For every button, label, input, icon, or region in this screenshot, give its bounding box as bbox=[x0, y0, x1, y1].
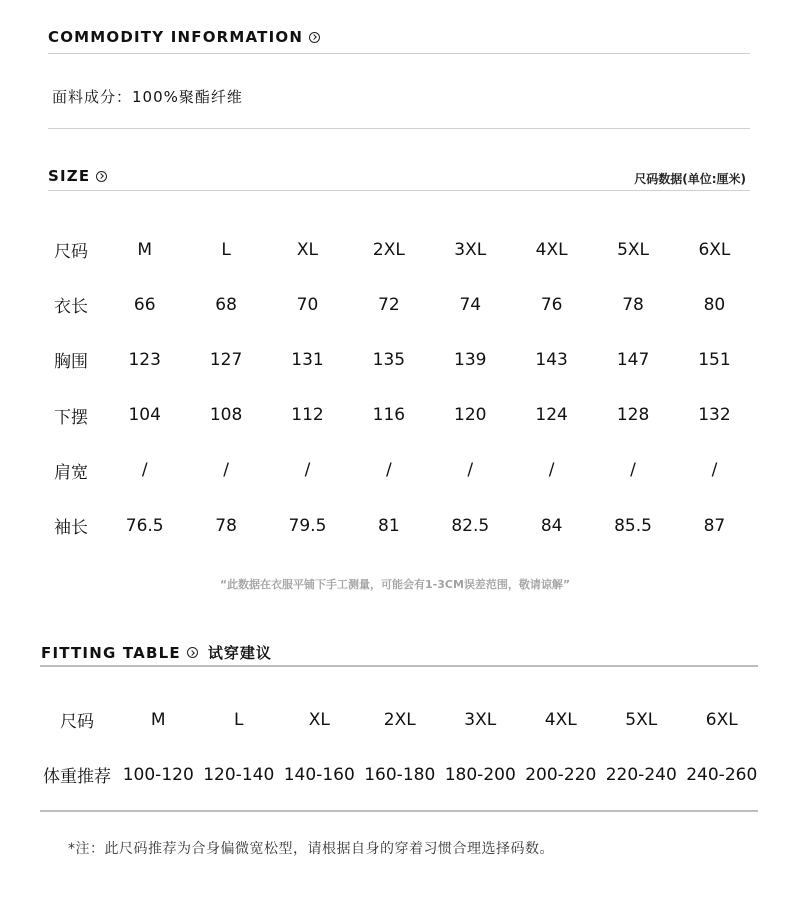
fitting-size-cell: 4XL bbox=[544, 709, 577, 730]
fitting-size-cell: 5XL bbox=[625, 709, 658, 730]
size-table bbox=[48, 222, 755, 553]
table-cell: 85.5 bbox=[614, 515, 652, 536]
size-heading bbox=[48, 167, 107, 185]
size-header-cell: 3XL bbox=[454, 239, 487, 260]
size-header-cell: 6XL bbox=[698, 239, 731, 260]
fitting-header-row bbox=[36, 692, 762, 747]
table-cell: / bbox=[467, 460, 474, 481]
table-cell: 132 bbox=[698, 405, 731, 426]
table-cell: 124 bbox=[535, 405, 568, 426]
commodity-heading bbox=[48, 28, 320, 46]
table-cell: 143 bbox=[535, 349, 568, 370]
table-cell: 72 bbox=[378, 294, 400, 315]
table-cell: 87 bbox=[703, 515, 726, 536]
fitting-size-cell: 2XL bbox=[383, 709, 416, 730]
weight-cell: 220-240 bbox=[605, 764, 677, 785]
table-cell: 74 bbox=[459, 294, 482, 315]
table-cell: 147 bbox=[616, 349, 650, 370]
size-header-cell: L bbox=[221, 239, 231, 260]
table-cell: 82.5 bbox=[451, 515, 490, 536]
table-cell: 76.5 bbox=[125, 515, 164, 536]
unit-note: 尺码数据(单位:厘米) bbox=[634, 172, 746, 186]
table-cell: 120 bbox=[454, 405, 487, 426]
table-cell: 127 bbox=[209, 349, 243, 370]
size-header-row bbox=[48, 222, 755, 277]
size-header-cell: 2XL bbox=[372, 239, 405, 260]
divider bbox=[40, 810, 758, 812]
table-cell: 128 bbox=[616, 405, 650, 426]
table-cell: 78 bbox=[622, 294, 644, 315]
fitting-size-cell: L bbox=[234, 709, 244, 730]
weight-cell: 160-180 bbox=[364, 764, 436, 785]
table-cell: 123 bbox=[128, 349, 161, 370]
table-cell: 80 bbox=[703, 294, 726, 315]
fitting-size-cell: M bbox=[150, 709, 166, 730]
table-row bbox=[48, 388, 755, 443]
table-cell: / bbox=[141, 460, 148, 481]
table-cell: 78 bbox=[215, 515, 237, 536]
weight-cell: 200-220 bbox=[525, 764, 597, 785]
fitting-size-cell: XL bbox=[308, 709, 330, 730]
row-label: 下摆 bbox=[54, 407, 88, 428]
table-cell: 81 bbox=[378, 515, 400, 536]
fitting-table bbox=[36, 692, 762, 802]
table-cell: 108 bbox=[209, 405, 243, 426]
weight-cell: 100-120 bbox=[122, 764, 194, 785]
fitting-header-label: 尺码 bbox=[60, 712, 94, 732]
table-cell: 79.5 bbox=[288, 515, 327, 536]
chevron-circle-icon bbox=[187, 647, 198, 658]
table-cell: / bbox=[630, 460, 636, 481]
commodity-heading-text: COMMODITY INFORMATION bbox=[48, 28, 304, 46]
fitting-heading bbox=[41, 642, 272, 663]
table-cell: / bbox=[386, 460, 392, 481]
table-cell: 135 bbox=[372, 349, 406, 370]
table-cell: 139 bbox=[454, 349, 487, 370]
table-cell: 112 bbox=[291, 405, 324, 426]
measurement-note: “此数据在衣服平铺下手工测量，可能会有1-3CM误差范围，敬请谅解” bbox=[219, 578, 571, 591]
row-label: 袖长 bbox=[54, 518, 88, 539]
table-cell: / bbox=[711, 460, 718, 481]
table-cell: / bbox=[304, 460, 311, 481]
size-header-cell: M bbox=[137, 239, 153, 260]
table-cell: / bbox=[223, 460, 229, 481]
weight-cell: 120-140 bbox=[203, 764, 275, 785]
divider bbox=[40, 665, 758, 667]
fitting-heading-cn: 试穿建议 bbox=[207, 644, 272, 662]
table-cell: 66 bbox=[133, 294, 156, 315]
fitting-size-cell: 3XL bbox=[464, 709, 497, 730]
table-cell: 68 bbox=[215, 294, 237, 315]
table-row bbox=[48, 443, 755, 498]
table-row bbox=[48, 498, 755, 553]
fabric-composition: 面料成分：100%聚酯纤维 bbox=[52, 88, 243, 106]
table-cell: 84 bbox=[540, 515, 563, 536]
table-cell: 151 bbox=[698, 349, 731, 370]
size-header-cell: 5XL bbox=[617, 239, 649, 260]
size-header-cell: 4XL bbox=[535, 239, 568, 260]
table-row bbox=[48, 332, 755, 387]
size-header-cell: XL bbox=[296, 239, 319, 260]
table-cell: 104 bbox=[128, 405, 161, 426]
row-label: 肩宽 bbox=[54, 462, 88, 483]
table-row bbox=[48, 277, 755, 332]
table-cell: 76 bbox=[540, 294, 563, 315]
row-label: 胸围 bbox=[54, 352, 88, 373]
table-cell: / bbox=[548, 460, 555, 481]
divider bbox=[48, 53, 750, 54]
weight-row bbox=[36, 747, 762, 802]
table-cell: 116 bbox=[372, 405, 406, 426]
size-header-label: 尺码 bbox=[54, 242, 88, 263]
weight-label: 体重推荐 bbox=[43, 767, 111, 787]
chevron-circle-icon bbox=[96, 171, 107, 182]
weight-cell: 240-260 bbox=[686, 764, 758, 785]
weight-cell: 140-160 bbox=[283, 764, 355, 785]
fitting-size-cell: 6XL bbox=[705, 709, 738, 730]
divider bbox=[48, 128, 750, 129]
table-cell: 131 bbox=[291, 349, 324, 370]
row-label: 衣长 bbox=[54, 297, 88, 318]
fitting-heading-text: FITTING TABLE bbox=[41, 643, 181, 662]
weight-cell: 180-200 bbox=[444, 764, 516, 785]
chevron-circle-icon bbox=[309, 32, 320, 43]
table-cell: 70 bbox=[296, 294, 319, 315]
divider bbox=[48, 190, 750, 191]
fitting-footnote: *注：此尺码推荐为合身偏微宽松型，请根据自身的穿着习惯合理选择码数。 bbox=[68, 841, 554, 857]
size-heading-text: SIZE bbox=[48, 167, 91, 185]
